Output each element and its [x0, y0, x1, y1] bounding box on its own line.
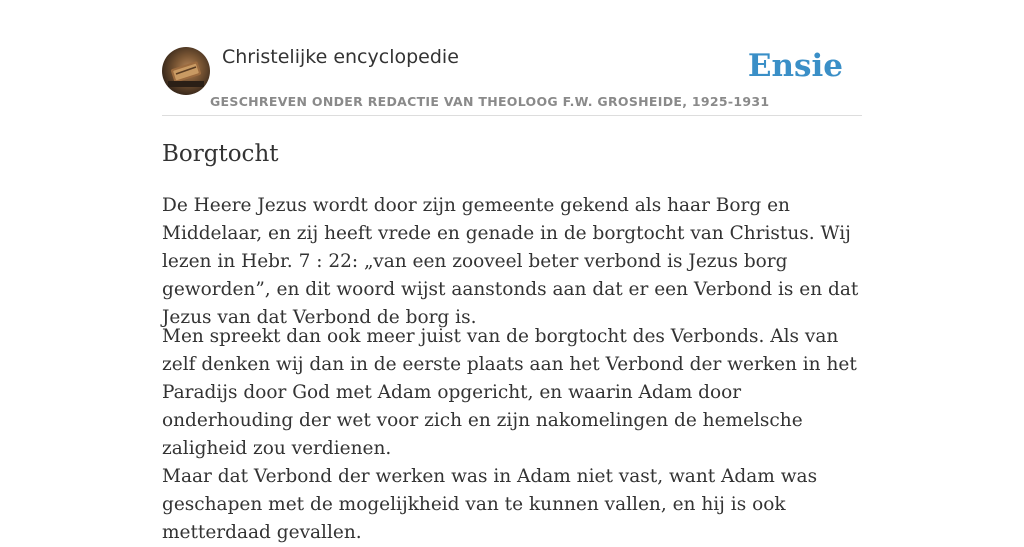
book-photo-icon[interactable] — [162, 47, 210, 95]
site-tagline: GESCHREVEN ONDER REDACTIE VAN THEOLOOG F.W. GROSHEIDE, 1925-1931 — [210, 94, 770, 109]
article-paragraph: De Heere Jezus wordt door zijn gemeente gekend als haar Borg en Middelaar, en zij heeft vrede en genade in de borgtocht van Christus. Wij lezen in Hebr. 7 : 22: „van een zooveel beter verbond is Jezus borg geworden”, en dit woord wijst aanstonds aan dat er een Verbond is en dat Jezus van dat Verbond de borg is. — [162, 195, 859, 328]
article-title: Borgtocht — [162, 141, 279, 167]
brand-logo-link[interactable]: Ensie — [747, 48, 843, 84]
article — [162, 138, 862, 543]
site-header — [162, 40, 862, 116]
site-name[interactable]: Christelijke encyclopedie — [222, 46, 459, 68]
article-paragraph: Maar dat Verbond der werken was in Adam niet vast, want Adam was geschapen met de mogelijkheid van te kunnen vallen, en hij is ook metterdaad gevallen. — [162, 466, 818, 543]
article-paragraph: Men spreekt dan ook meer juist van de borgtocht des Verbonds. Als van zelf denken wij dan in de eerste plaats aan het Verbond der werken in het Paradijs door God met Adam opgericht, en waarin Adam door onderhouding der wet voor zich en zijn nakomelingen de hemelsche zaligheid zou verdienen. — [162, 326, 857, 459]
